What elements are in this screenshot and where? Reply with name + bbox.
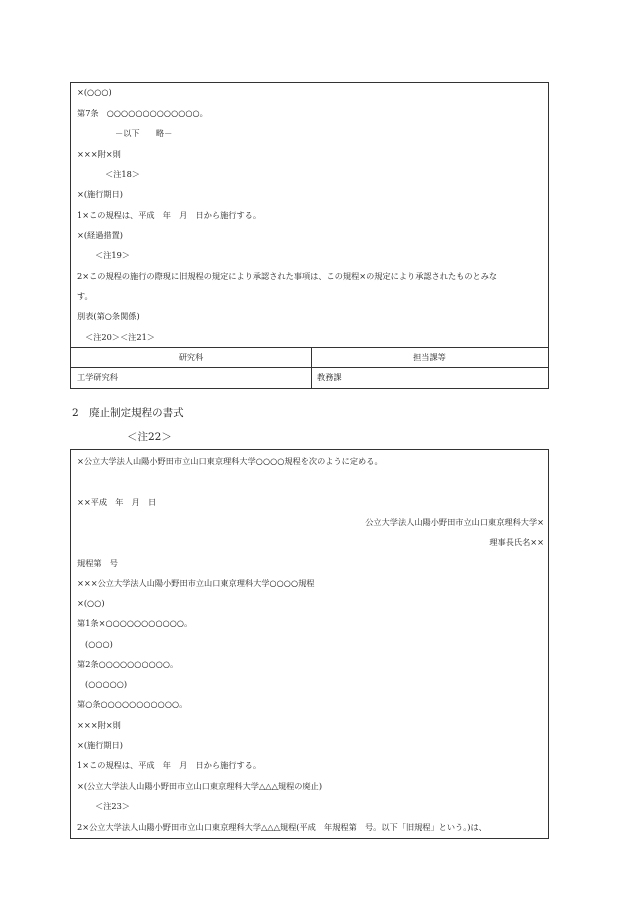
doc-note: ＜注23＞ <box>95 801 130 811</box>
doc-line: 別表(第○条関係) <box>77 311 140 321</box>
table-header-cell: 研究科 <box>178 352 204 362</box>
doc-line: ××平成 年 月 日 <box>77 497 157 507</box>
doc-line: 第1条×○○○○○○○○○○○。 <box>77 618 193 628</box>
doc-line: ×××附×則 <box>77 149 121 159</box>
section-heading: 2 廃止制定規程の書式 <box>72 407 184 419</box>
doc-line: (○○○○○) <box>85 679 128 689</box>
doc-line: ×××公立大学法人山陽小野田市立山口東京理科大学○○○○規程 <box>77 578 315 588</box>
doc-line: 第7条 ○○○○○○○○○○○○○。 <box>77 108 208 118</box>
abolition-template-box <box>70 449 549 839</box>
doc-line: 1×この規程は、平成 年 月 日から施行する。 <box>77 760 262 770</box>
doc-line: ×(施行期日) <box>77 189 123 199</box>
doc-line: ×(施行期日) <box>77 740 123 750</box>
table-cell: 工学研究科 <box>77 372 118 382</box>
doc-note: ＜注19＞ <box>95 250 130 260</box>
doc-line: 1×この規程は、平成 年 月 日から施行する。 <box>77 210 262 220</box>
regulation-template-box <box>70 82 549 389</box>
table-divider <box>311 368 312 389</box>
doc-line: ×××附×則 <box>77 720 121 730</box>
doc-line: 第2条○○○○○○○○○○。 <box>77 659 179 669</box>
table-row <box>71 367 548 389</box>
doc-line: 公立大学法人山陽小野田市立山口東京理科大学× <box>365 517 544 527</box>
doc-note: ＜注20＞＜注21＞ <box>85 332 155 342</box>
doc-line: ×(経過措置) <box>77 230 123 240</box>
doc-line: 規程第 号 <box>77 558 118 568</box>
doc-line: 2×この規程の施行の際現に旧規程の規定により承認された事項は、この規程×の規定により承認されたものとみな <box>77 271 498 281</box>
doc-line: 理事長氏名×× <box>489 537 544 547</box>
table-divider <box>311 348 312 367</box>
table-cell: 教務課 <box>317 372 342 382</box>
doc-line: (○○○) <box>85 639 113 649</box>
doc-line: 2×公立大学法人山陽小野田市立山口東京理科大学△△△規程(平成 年規程第 号。以下「旧規程」という。)は、 <box>77 822 487 832</box>
doc-line: す。 <box>77 291 93 301</box>
table-header-row <box>71 347 548 367</box>
doc-line: ×(○○) <box>77 598 105 608</box>
doc-line: 第○条○○○○○○○○○○○。 <box>77 699 188 709</box>
doc-line: ×(公立大学法人山陽小野田市立山口東京理科大学△△△規程の廃止) <box>77 781 323 791</box>
doc-line: －以下 略－ <box>115 128 173 138</box>
doc-line: ×公立大学法人山陽小野田市立山口東京理科大学○○○○規程を次のように定める。 <box>77 456 383 466</box>
doc-note: ＜注18＞ <box>105 169 140 179</box>
table-header-cell: 担当課等 <box>413 352 446 362</box>
section-note: ＜注22＞ <box>127 431 172 443</box>
doc-line: ×(○○○) <box>77 87 112 97</box>
